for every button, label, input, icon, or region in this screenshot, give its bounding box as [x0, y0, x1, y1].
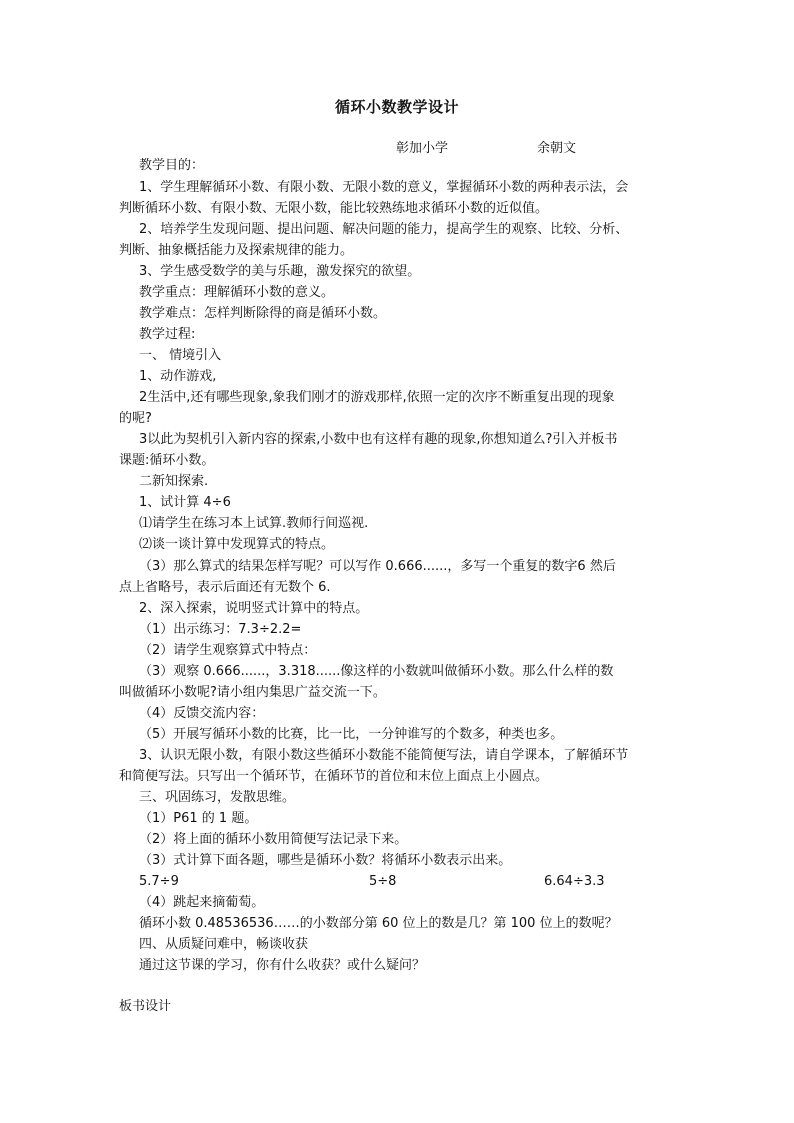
text-line: 2、深入探索，说明竖式计算中的特点。 [139, 601, 369, 616]
exercise-item: 5÷8 [369, 874, 397, 889]
text-line: 1、动作游戏, [139, 369, 217, 384]
text-line: 教学重点：理解循环小数的意义。 [139, 285, 335, 300]
text-line: 教学目的： [139, 158, 205, 173]
author-name: 余朝文 [537, 141, 577, 156]
text-line: ⑵谈一谈计算中发现算式的特点。 [139, 537, 335, 552]
text-line: 课题:循环小数。 [119, 453, 215, 468]
text-line: 和简便写法。只写出一个循环节，在循环节的首位和末位上面点上小圆点。 [119, 769, 549, 784]
text-line: （5）开展写循环小数的比赛，比一比，一分钟谁写的个数多，种类也多。 [139, 727, 564, 742]
text-line: 教学难点：怎样判断除得的商是循环小数。 [139, 306, 387, 321]
text-line: （3）那么算式的结果怎样写呢？可以写作 0.666......，多写一个重复的数字6 然后 [139, 559, 616, 574]
text-line: 通过这节课的学习，你有什么收获？或什么疑问？ [139, 958, 426, 973]
text-line: 3以此为契机引入新内容的探索,小数中也有这样有趣的现象,你想知道么?引入并板书 [139, 432, 618, 447]
text-line: （1）P61 的 1 题。 [139, 811, 258, 826]
text-line: ⑴请学生在练习本上试算.教师行间巡视. [139, 516, 369, 531]
text-line: 一、 情境引入 [139, 348, 222, 363]
text-line: （4）反馈交流内容： [139, 706, 265, 721]
text-line: （3）式计算下面各题，哪些是循环小数？将循环小数表示出来。 [139, 853, 512, 868]
text-line: 2、培养学生发现问题、提出问题、解决问题的能力，提高学生的观察、比较、分析、 [139, 222, 629, 237]
text-line: 循环小数 0.48536536……的小数部分第 60 位上的数是几？第 100 位上的数呢？ [139, 916, 618, 931]
text-line: 三、巩固练习，发散思维。 [139, 790, 296, 805]
text-line: 3、认识无限小数，有限小数这些循环小数能不能简便写法，请自学课本，了解循环节 [139, 748, 629, 763]
text-line: （2）请学生观察算式中特点： [139, 643, 317, 658]
exercise-item: 6.64÷3.3 [544, 874, 605, 889]
exercise-item: 5.7÷9 [139, 874, 179, 889]
text-line: 判断、抽象概括能力及探索规律的能力。 [119, 243, 354, 258]
text-line: 判断循环小数、有限小数、无限小数，能比较熟练地求循环小数的近似值。 [119, 201, 549, 216]
text-line: 的呢? [119, 411, 152, 426]
text-line: 2生活中,还有哪些现象,象我们刚才的游戏那样,依照一定的次序不断重复出现的现象 [139, 390, 615, 405]
page-title: 循环小数教学设计 [334, 98, 459, 116]
text-line: 叫做循环小数呢?请小组内集思广益交流一下。 [119, 685, 386, 700]
text-line: （3）观察 0.666......，3.318......像这样的小数就叫做循环小数。那么什么样的数 [139, 664, 614, 679]
text-line: 点上省略号，表示后面还有无数个 6. [119, 580, 331, 595]
author-school: 彰加小学 [396, 141, 449, 156]
text-line: 教学过程: [139, 327, 196, 342]
text-line: 3、学生感受数学的美与乐趣，激发探究的欲望。 [139, 264, 421, 279]
text-line: 1、学生理解循环小数、有限小数、无限小数的意义，掌握循环小数的两种表示法，会 [139, 180, 629, 195]
text-line: （1）出示练习：7.3÷2.2= [139, 622, 302, 637]
board-design-heading: 板书设计 [119, 999, 172, 1014]
text-line: （2）将上面的循环小数用简便写法记录下来。 [139, 832, 408, 847]
text-line: 四、从质疑问难中，畅谈收获 [139, 937, 309, 952]
text-line: 1、试计算 4÷6 [139, 495, 231, 510]
text-line: （4）跳起来摘葡萄。 [139, 895, 265, 910]
text-line: 二新知探索. [139, 474, 209, 489]
